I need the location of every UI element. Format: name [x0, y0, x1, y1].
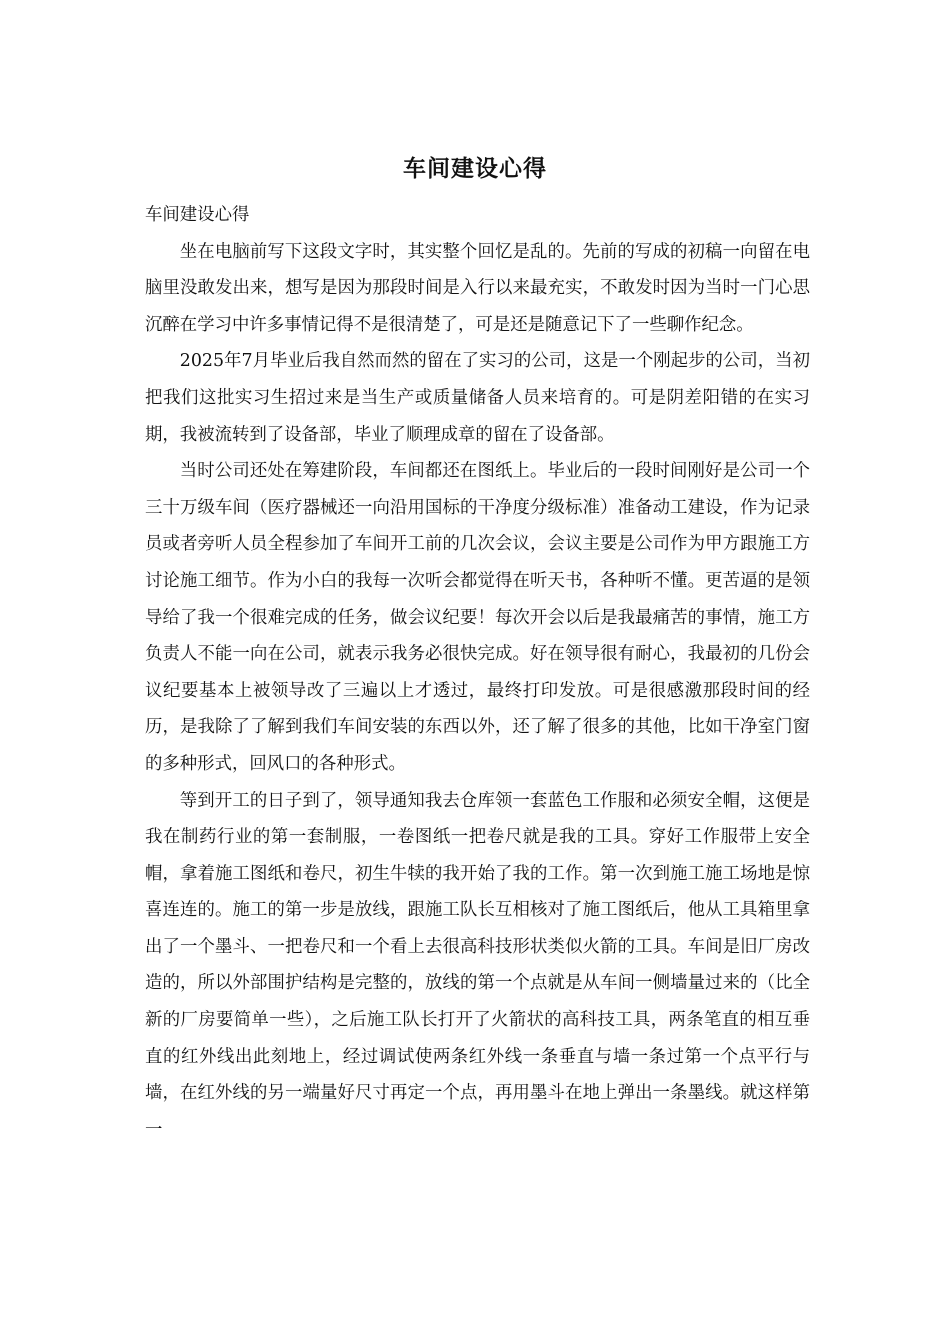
document-title: 车间建设心得	[403, 156, 547, 182]
paragraph-2: 2025年7月毕业后我自然而然的留在了实习的公司，这是一个刚起步的公司，当初把我们这批实习生招过来是当生产或质量储备人员来培育的。可是阴差阳错的在实习期，我被流转到了设备部，毕业了顺理成章的留在了设备部。	[145, 351, 810, 445]
document-subtitle: 车间建设心得	[145, 205, 250, 225]
paragraph-4: 等到开工的日子到了，领导通知我去仓库领一套蓝色工作服和必须安全帽，这便是我在制药行业的第一套制服，一卷图纸一把卷尺就是我的工具。穿好工作服带上安全帽，拿着施工图纸和卷尺，初生牛犊的我开始了我的工作。第一次到施工施工场地是惊喜连连的。施工的第一步是放线，跟施工队长互相核对了施工图纸后，他从工具箱里拿出了一个墨斗、一把卷尺和一个看上去很高科技形状类似火箭的工具。车间是旧厂房改造的，所以外部围护结构是完整的，放线的第一个点就是从车间一侧墙量过来的（比全新的厂房要简单一些），之后施工队长打开了火箭状的高科技工具，两条笔直的相互垂直的红外线出此刻地上，经过调试使两条红外线一条垂直与墙一条过第一个点平行与墙，在红外线的另一端量好尺寸再定一个点，再用墨斗在地上弹出一条墨线。就这样第一	[145, 790, 810, 1140]
paragraph-1: 坐在电脑前写下这段文字时，其实整个回忆是乱的。先前的写成的初稿一向留在电脑里没敢发出来，想写是因为那段时间是入行以来最充实，不敢发时因为当时一门心思沉醉在学习中许多事情记得不是很清楚了，可是还是随意记下了一些聊作纪念。	[145, 241, 810, 335]
document-body	[145, 197, 810, 1148]
paragraph-3: 当时公司还处在筹建阶段，车间都还在图纸上。毕业后的一段时间刚好是公司一个三十万级车间（医疗器械还一向沿用国标的干净度分级标准）准备动工建设，作为记录员或者旁听人员全程参加了车间开工前的几次会议，会议主要是公司作为甲方跟施工方讨论施工细节。作为小白的我每一次听会都觉得在听天书，各种听不懂。更苦逼的是领导给了我一个很难完成的任务，做会议纪要！每次开会以后是我最痛苦的事情，施工方负责人不能一向在公司，就表示我务必很快完成。好在领导很有耐心，我最初的几份会议纪要基本上被领导改了三遍以上才透过，最终打印发放。可是很感激那段时间的经历，是我除了了解到我们车间安装的东西以外，还了解了很多的其他，比如干净室门窗的多种形式，回风口的各种形式。	[145, 461, 810, 774]
